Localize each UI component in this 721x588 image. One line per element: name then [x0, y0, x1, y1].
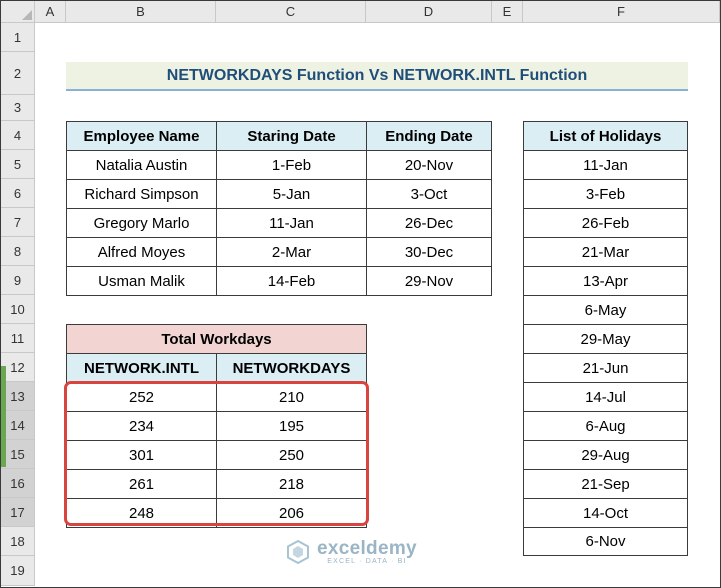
row-header-5[interactable]: 5 — [1, 150, 35, 179]
header-networkdays[interactable]: NETWORKDAYS — [216, 353, 367, 383]
networkdays-cell[interactable]: 206 — [216, 498, 367, 528]
holiday-cell[interactable]: 13-Apr — [523, 266, 688, 296]
end-date-cell[interactable]: 26-Dec — [366, 208, 492, 238]
row-header-13[interactable]: 13 — [1, 382, 35, 411]
employee-name-cell[interactable]: Richard Simpson — [66, 179, 217, 209]
networkdays-cell[interactable]: 218 — [216, 469, 367, 499]
row-header-6[interactable]: 6 — [1, 179, 35, 208]
networkdays-cell[interactable]: 250 — [216, 440, 367, 470]
start-date-cell[interactable]: 1-Feb — [216, 150, 367, 180]
row-header-7[interactable]: 7 — [1, 208, 35, 237]
network-intl-cell[interactable]: 248 — [66, 498, 217, 528]
row-header-4[interactable]: 4 — [1, 121, 35, 150]
watermark-tagline: EXCEL · DATA · BI — [327, 558, 407, 565]
start-date-cell[interactable]: 11-Jan — [216, 208, 367, 238]
row-header-17[interactable]: 17 — [1, 498, 35, 527]
holiday-cell[interactable]: 14-Jul — [523, 382, 688, 412]
header-network-intl[interactable]: NETWORK.INTL — [66, 353, 217, 383]
row-selection-indicator — [1, 366, 6, 467]
row-header-1[interactable]: 1 — [1, 23, 35, 52]
holiday-cell[interactable]: 6-Aug — [523, 411, 688, 441]
header-list-of-holidays[interactable]: List of Holidays — [523, 121, 688, 151]
header-starting-date[interactable]: Staring Date — [216, 121, 367, 151]
watermark-text-group — [317, 538, 417, 565]
row-header-19[interactable]: 19 — [1, 556, 35, 586]
row-header-10[interactable]: 10 — [1, 295, 35, 324]
row-header-14[interactable]: 14 — [1, 411, 35, 440]
holiday-cell[interactable]: 29-May — [523, 324, 688, 354]
header-ending-date[interactable]: Ending Date — [366, 121, 492, 151]
networkdays-cell[interactable]: 195 — [216, 411, 367, 441]
row-header-18[interactable]: 18 — [1, 527, 35, 556]
column-header-b[interactable]: B — [66, 1, 216, 23]
column-header-c[interactable]: C — [216, 1, 366, 23]
holiday-cell[interactable]: 29-Aug — [523, 440, 688, 470]
column-header-d[interactable]: D — [366, 1, 492, 23]
network-intl-cell[interactable]: 252 — [66, 382, 217, 412]
end-date-cell[interactable]: 29-Nov — [366, 266, 492, 296]
sheet-title[interactable]: NETWORKDAYS Function Vs NETWORK.INTL Function — [66, 62, 688, 91]
end-date-cell[interactable]: 30-Dec — [366, 237, 492, 267]
row-header-11[interactable]: 11 — [1, 324, 35, 353]
select-all-corner[interactable] — [1, 1, 35, 23]
row-header-8[interactable]: 8 — [1, 237, 35, 266]
holiday-cell[interactable]: 26-Feb — [523, 208, 688, 238]
row-header-12[interactable]: 12 — [1, 353, 35, 382]
holiday-cell[interactable]: 3-Feb — [523, 179, 688, 209]
header-total-workdays[interactable]: Total Workdays — [66, 324, 367, 354]
exceldemy-watermark — [285, 538, 417, 565]
start-date-cell[interactable]: 2-Mar — [216, 237, 367, 267]
holiday-cell[interactable]: 21-Jun — [523, 353, 688, 383]
column-header-a[interactable]: A — [35, 1, 66, 23]
holiday-cell[interactable]: 6-May — [523, 295, 688, 325]
holiday-cell[interactable]: 6-Nov — [523, 527, 688, 556]
employee-name-cell[interactable]: Usman Malik — [66, 266, 217, 296]
start-date-cell[interactable]: 5-Jan — [216, 179, 367, 209]
end-date-cell[interactable]: 20-Nov — [366, 150, 492, 180]
holiday-cell[interactable]: 14-Oct — [523, 498, 688, 528]
column-header-e[interactable]: E — [492, 1, 523, 23]
row-header-3[interactable]: 3 — [1, 95, 35, 121]
highlight-box — [64, 381, 369, 526]
row-header-2[interactable]: 2 — [1, 52, 35, 95]
employee-name-cell[interactable]: Natalia Austin — [66, 150, 217, 180]
employee-name-cell[interactable]: Alfred Moyes — [66, 237, 217, 267]
start-date-cell[interactable]: 14-Feb — [216, 266, 367, 296]
row-header-9[interactable]: 9 — [1, 266, 35, 295]
network-intl-cell[interactable]: 261 — [66, 469, 217, 499]
select-all-triangle-icon — [22, 10, 32, 20]
employee-name-cell[interactable]: Gregory Marlo — [66, 208, 217, 238]
holiday-cell[interactable]: 11-Jan — [523, 150, 688, 180]
column-header-f[interactable]: F — [523, 1, 720, 23]
holiday-cell[interactable]: 21-Sep — [523, 469, 688, 499]
end-date-cell[interactable]: 3-Oct — [366, 179, 492, 209]
row-header-15[interactable]: 15 — [1, 440, 35, 469]
exceldemy-logo-icon — [285, 539, 311, 565]
network-intl-cell[interactable]: 234 — [66, 411, 217, 441]
header-employee-name[interactable]: Employee Name — [66, 121, 217, 151]
networkdays-cell[interactable]: 210 — [216, 382, 367, 412]
row-header-16[interactable]: 16 — [1, 469, 35, 498]
holiday-cell[interactable]: 21-Mar — [523, 237, 688, 267]
watermark-name: exceldemy — [317, 538, 417, 559]
network-intl-cell[interactable]: 301 — [66, 440, 217, 470]
